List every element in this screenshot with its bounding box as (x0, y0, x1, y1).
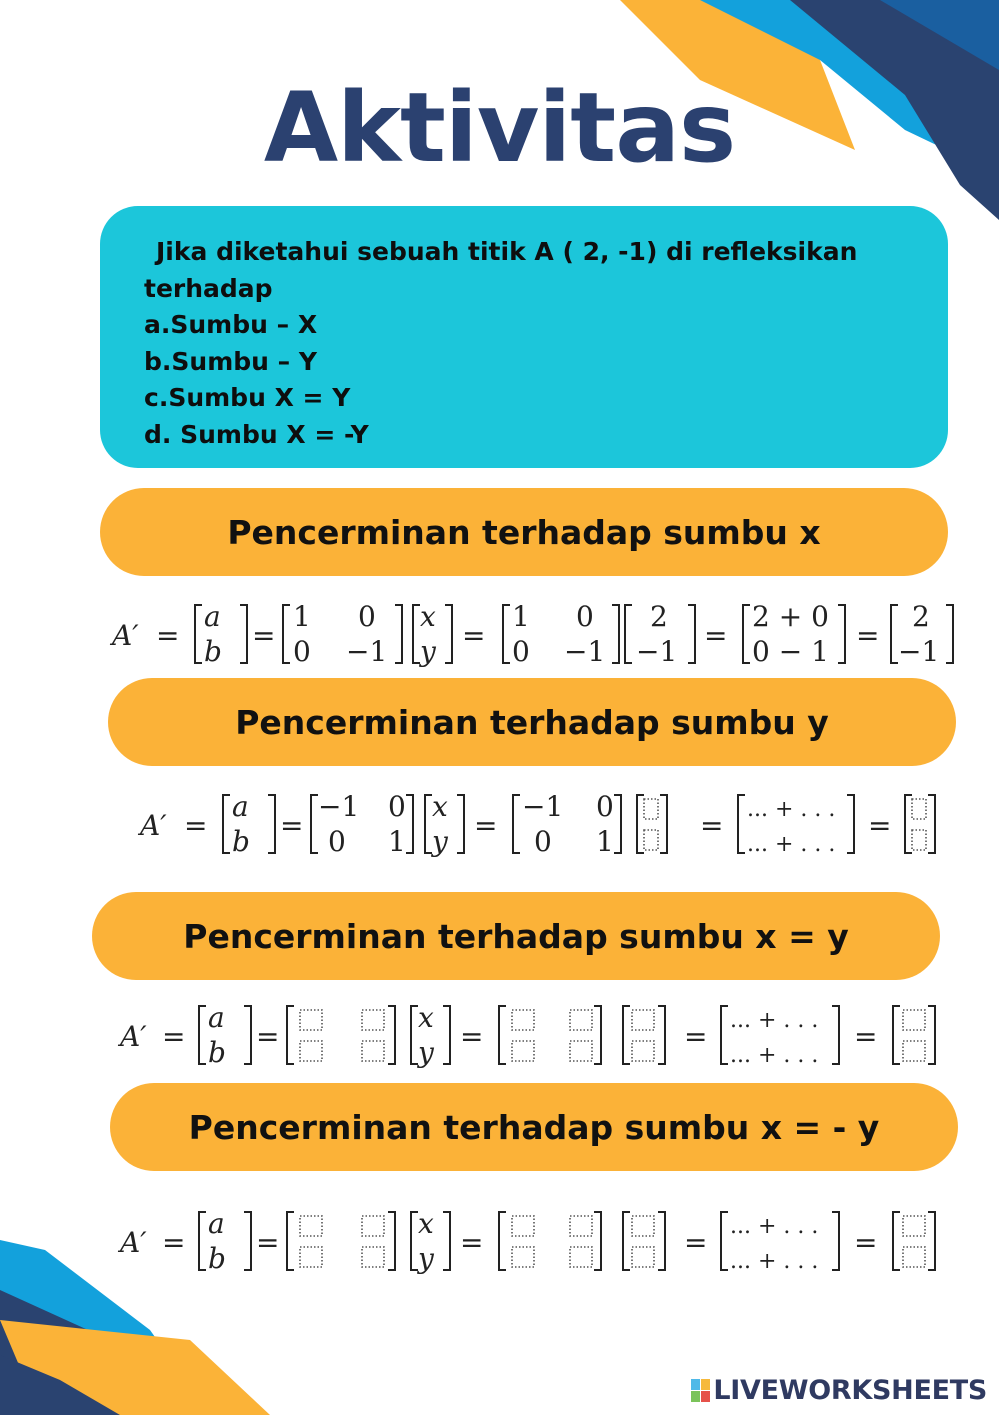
svg-text:=: = (184, 809, 208, 842)
matrix-entry: 0 (388, 790, 406, 823)
vec-entry: b (208, 1242, 226, 1275)
answer-placeholder[interactable] (300, 1247, 322, 1267)
equation-x-eq-neg-y (117, 1207, 935, 1275)
vec-entry: x (420, 600, 436, 633)
result-entry: −1 (898, 635, 940, 668)
liveworksheets-logo-icon (691, 1379, 711, 1403)
svg-text:=: = (868, 809, 892, 842)
liveworksheets-brand (691, 1375, 987, 1406)
section-heading-x-eq-y: Pencerminan terhadap sumbu x = y (92, 892, 940, 980)
matrix-entry: −1 (522, 790, 564, 823)
vec-entry: a (232, 790, 249, 823)
page-title: Aktivitas (263, 72, 736, 184)
matrix-entry: 0 (534, 825, 552, 858)
answer-placeholder[interactable] (632, 1041, 654, 1061)
answer-placeholder[interactable] (903, 1216, 925, 1236)
matrix-entry: 1 (293, 600, 311, 633)
svg-text:=: = (854, 1226, 878, 1259)
svg-text:=: = (460, 1020, 484, 1053)
svg-text:=: = (462, 619, 486, 652)
answer-placeholder[interactable] (903, 1041, 925, 1061)
svg-text:=: = (684, 1226, 708, 1259)
sum-entry: ... + . . . (747, 832, 836, 857)
svg-text:=: = (704, 619, 728, 652)
matrix-entry: −1 (346, 635, 388, 668)
svg-text:=: = (256, 1226, 280, 1259)
sum-entry: ... + . . . (730, 1043, 819, 1068)
answer-placeholder[interactable] (632, 1010, 654, 1030)
svg-text:=: = (162, 1020, 186, 1053)
answer-placeholder[interactable] (903, 1010, 925, 1030)
answer-placeholder[interactable] (300, 1041, 322, 1061)
matrix-entry: 0 (512, 635, 530, 668)
answer-placeholder[interactable] (644, 799, 658, 819)
point-entry: −1 (636, 635, 678, 668)
answer-placeholder[interactable] (512, 1041, 534, 1061)
option-b: b.Sumbu – Y (144, 346, 317, 376)
answer-placeholder[interactable] (362, 1247, 384, 1267)
answer-placeholder[interactable] (512, 1216, 534, 1236)
matrix-entry: −1 (564, 635, 606, 668)
vec-entry: a (204, 600, 221, 633)
vec-entry: b (204, 635, 222, 668)
option-a: a.Sumbu – X (144, 310, 318, 339)
svg-text:=: = (156, 619, 180, 652)
matrix-entry: 1 (388, 825, 406, 858)
matrix-entry: 0 (358, 600, 376, 633)
answer-placeholder[interactable] (570, 1216, 592, 1236)
sum-entry: 0 − 1 (752, 635, 829, 668)
svg-text:=: = (252, 619, 276, 652)
sum-entry: ... + . . . (730, 1008, 819, 1033)
vec-entry: a (208, 1001, 225, 1034)
answer-placeholder[interactable] (362, 1010, 384, 1030)
brand-text: LIVEWORKSHEETS (713, 1375, 987, 1406)
answer-placeholder[interactable] (570, 1010, 592, 1030)
answer-placeholder[interactable] (362, 1216, 384, 1236)
svg-text:=: = (256, 1020, 280, 1053)
equation-lhs: A′ (140, 809, 167, 842)
section-heading-y: Pencerminan terhadap sumbu y (108, 678, 956, 766)
equation-lhs: A′ (120, 1020, 147, 1053)
svg-text:=: = (684, 1020, 708, 1053)
point-entry: 2 (650, 600, 668, 633)
vec-entry: a (208, 1207, 225, 1240)
equation-y (137, 790, 935, 858)
svg-text:=: = (460, 1226, 484, 1259)
sum-entry: ... + . . . (730, 1249, 819, 1274)
vec-entry: y (418, 1036, 434, 1069)
answer-placeholder[interactable] (570, 1247, 592, 1267)
svg-text:=: = (854, 1020, 878, 1053)
answer-placeholder[interactable] (632, 1247, 654, 1267)
option-c: c.Sumbu X = Y (144, 383, 351, 412)
section-heading-x-eq-neg-y: Pencerminan terhadap sumbu x = - y (110, 1083, 958, 1171)
vec-entry: y (420, 635, 436, 668)
vec-entry: y (418, 1242, 434, 1275)
option-d: d. Sumbu X = -Y (144, 419, 369, 449)
matrix-entry: 1 (512, 600, 530, 633)
matrix-entry: 0 (596, 790, 614, 823)
question-text: Jika diketahui sebuah titik A ( 2, -1) di refleksikan (156, 237, 858, 266)
answer-placeholder[interactable] (903, 1247, 925, 1267)
answer-placeholder[interactable] (912, 830, 926, 850)
svg-text:=: = (856, 619, 880, 652)
answer-placeholder[interactable] (632, 1216, 654, 1236)
matrix-entry: 0 (576, 600, 594, 633)
answer-placeholder[interactable] (300, 1216, 322, 1236)
answer-placeholder[interactable] (300, 1010, 322, 1030)
equation-lhs: A′ (112, 619, 139, 652)
vec-entry: x (418, 1207, 434, 1240)
vec-entry: x (418, 1001, 434, 1034)
answer-placeholder[interactable] (912, 799, 926, 819)
svg-text:=: = (162, 1226, 186, 1259)
svg-text:=: = (700, 809, 724, 842)
section-heading-x: Pencerminan terhadap sumbu x (100, 488, 948, 576)
svg-text:=: = (474, 809, 498, 842)
matrix-entry: 0 (293, 635, 311, 668)
answer-placeholder[interactable] (512, 1247, 534, 1267)
sum-entry: ... + . . . (747, 797, 836, 822)
question-text: terhadap (144, 273, 273, 303)
sum-entry: 2 + 0 (752, 600, 829, 633)
equation-x (109, 600, 953, 668)
vec-entry: b (232, 825, 250, 858)
matrix-entry: 0 (328, 825, 346, 858)
svg-text:=: = (280, 809, 304, 842)
vec-entry: x (432, 790, 448, 823)
answer-placeholder[interactable] (644, 830, 658, 850)
sum-entry: ... + . . . (730, 1214, 819, 1239)
answer-placeholder[interactable] (570, 1041, 592, 1061)
equation-lhs: A′ (120, 1226, 147, 1259)
equation-x-eq-y (117, 1001, 935, 1069)
vec-entry: y (432, 825, 448, 858)
vec-entry: b (208, 1036, 226, 1069)
matrix-entry: −1 (318, 790, 360, 823)
matrix-entry: 1 (596, 825, 614, 858)
answer-placeholder[interactable] (362, 1041, 384, 1061)
result-entry: 2 (912, 600, 930, 633)
answer-placeholder[interactable] (512, 1010, 534, 1030)
